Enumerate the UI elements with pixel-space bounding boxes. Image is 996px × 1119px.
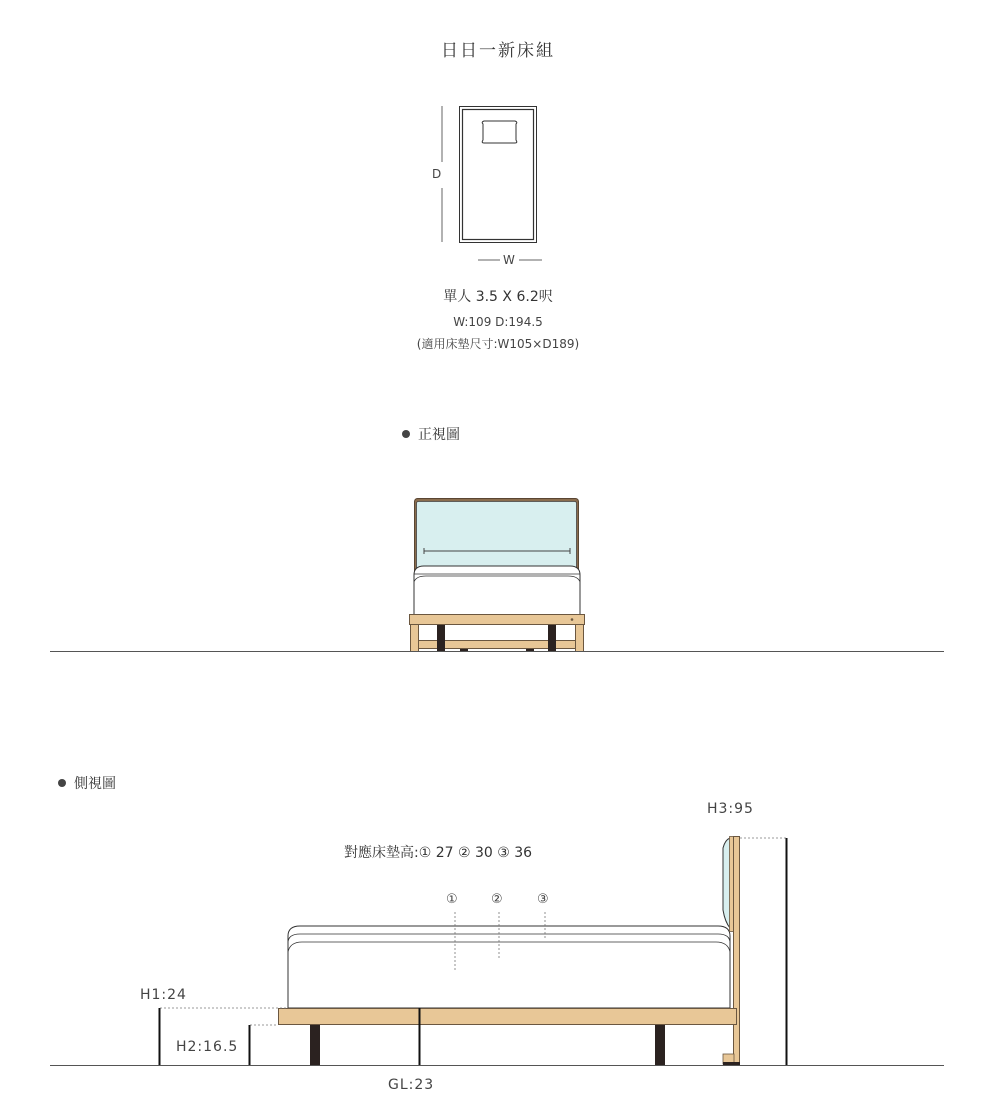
side-view-diagram	[0, 830, 996, 1080]
side-view-heading	[58, 773, 116, 793]
bullet-icon	[58, 779, 66, 787]
side-leg-front	[310, 1025, 320, 1065]
dimensions-text: W:109 D:194.5	[453, 315, 543, 329]
marker-3: ③	[537, 892, 549, 907]
side-view-heading-label: 側視圖	[74, 776, 116, 792]
bed-rail-side	[279, 1009, 737, 1025]
front-view-heading	[402, 424, 460, 444]
top-view-diagram	[420, 100, 580, 275]
front-view-diagram	[0, 490, 996, 665]
marker-2: ②	[491, 892, 503, 907]
pillow-shape	[482, 121, 517, 143]
headboard-panel	[417, 502, 577, 575]
width-label: W	[503, 253, 515, 267]
screw-dot	[571, 618, 574, 621]
gl-label: GL:23	[388, 1077, 435, 1093]
h1-label: H1:24	[140, 987, 187, 1003]
page-title: 日日一新床組	[441, 41, 555, 61]
size-title: 單人 3.5 X 6.2呎	[443, 289, 553, 305]
front-view-heading-label: 正視圖	[418, 427, 460, 443]
front-left-wood-leg	[411, 625, 419, 652]
headboard-post-side	[734, 837, 740, 1064]
depth-label: D	[432, 167, 442, 181]
side-leg-back	[655, 1025, 665, 1065]
front-right-dark-leg	[548, 625, 556, 651]
mattress-front	[414, 566, 580, 615]
mattress-fit-text: (適用床墊尺寸:W105×D189)	[416, 337, 580, 351]
mattress-heights-label: 對應床墊高:① 27 ② 30 ③ 36	[344, 845, 533, 861]
bullet-icon	[402, 430, 410, 438]
bed-rail-front	[410, 615, 585, 625]
h2-label: H2:16.5	[176, 1039, 239, 1055]
front-right-wood-leg	[576, 625, 584, 652]
h3-label: H3:95	[707, 801, 754, 817]
marker-1: ①	[446, 892, 458, 907]
mattress-side	[288, 926, 730, 1008]
front-left-dark-leg	[437, 625, 445, 651]
